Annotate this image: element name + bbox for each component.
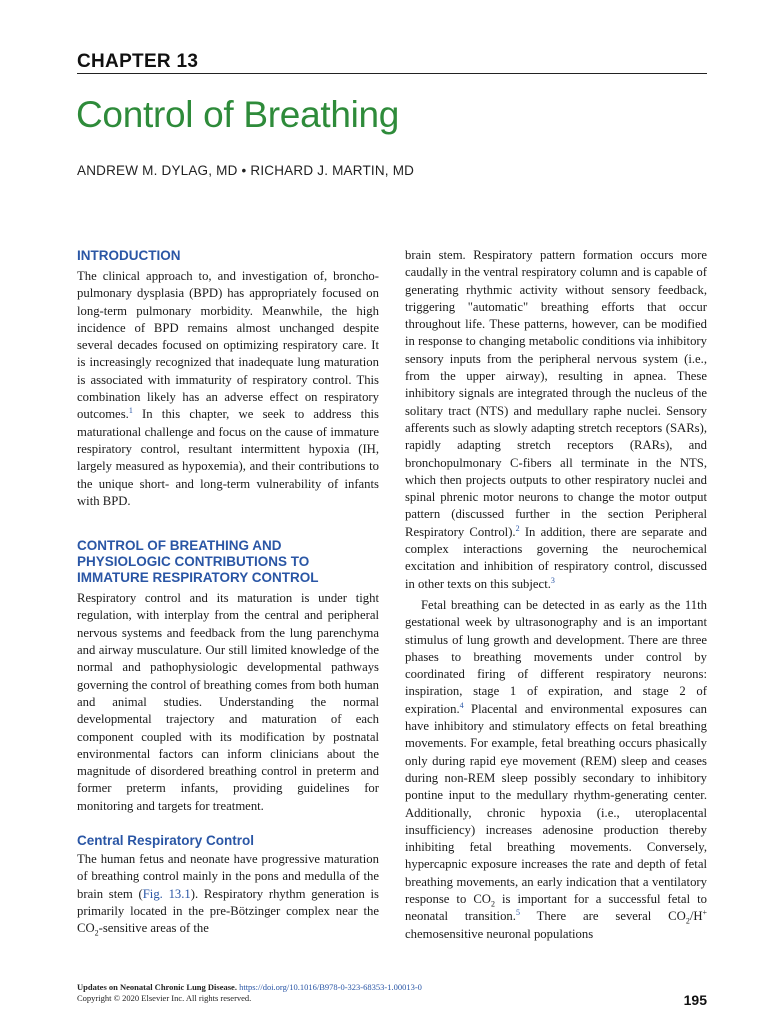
- fetal-text-d: There are several CO: [519, 909, 686, 924]
- fetal-text-f: chemosensitive neuronal populations: [405, 926, 594, 941]
- right-column: [405, 247, 707, 943]
- subscript-2: 2: [94, 928, 99, 938]
- intro-text-a: The clinical approach to, and investigation of, broncho-pulmonary dysplasia (BPD) has appropriately focused on long-term pulmonary morbidity. Meanwhile, the high incidence of BPD remains almost unchanged despite several decades focused on optimizing respiratory care. It is increasingly recognized that inadequate lung maturation is associated with immaturity of respiratory control. This combination likely has an adverse effect on respiratory outcomes.: [77, 269, 379, 422]
- doi-link[interactable]: https://doi.org/10.1016/B978-0-323-68353-1.00013-0: [236, 982, 422, 992]
- footer-citation: [77, 982, 422, 993]
- section-heading-line1: CONTROL OF BREATHING AND: [77, 538, 282, 554]
- right-paragraph-1: [405, 247, 707, 593]
- figure-link[interactable]: Fig. 13.1: [142, 886, 191, 901]
- subscript-2: 2: [490, 899, 495, 909]
- reference-2[interactable]: 2: [515, 523, 520, 533]
- subscript-2: 2: [685, 916, 690, 926]
- central-text-c: -sensitive areas of the: [98, 921, 209, 936]
- book-title: Updates on Neonatal Chronic Lung Disease.: [77, 982, 237, 992]
- right-paragraph-2: [405, 597, 707, 943]
- section-heading-line2: PHYSIOLOGIC CONTRIBUTIONS TO: [77, 554, 310, 570]
- chapter-title: Control of Breathing: [76, 94, 400, 135]
- intro-heading: INTRODUCTION: [77, 248, 181, 263]
- section-paragraph: Respiratory control and its maturation is under tight regulation, with interplay from the central and peripheral nervous systems and feedback from the lung parenchyma and airway musculature. Our still limited knowledge of the normal and pathophysiologic developmental pathways governing the control of breathing comes from both human and animal studies. Understanding the normal developmental trajectory and maturation of each component coupled with its modification by postnatal environmental factors can inform clinicians about the magnitude of disordered breathing control in preterm and former preterm infants, providing guidelines for monitoring and targets for treatment.: [77, 591, 379, 813]
- header-rule: [77, 73, 707, 74]
- intro-paragraph: [77, 268, 379, 510]
- page-number: 195: [683, 992, 707, 1008]
- section-heading: [77, 538, 379, 586]
- central-text-a: The human fetus and neonate have progressive maturation of breathing control mainly in the pons and medulla of the brain stem (: [77, 852, 379, 901]
- section-heading-line3: IMMATURE RESPIRATORY CONTROL: [77, 570, 319, 586]
- fetal-text-b: Placental and environmental exposures can have inhibitory and stimulatory effects on fetal breathing movements. For example, fetal breathing occurs phasically only during rapid eye movement (REM) sleep and ceases during non-REM sleep possibly secondary to inhibitory pontine input to the medullary rhythm-generating center. Additionally, chronic hypoxia (i.e., uteroplacental insufficiency) increases adenosine production thereby inhibiting fetal breathing movements. Conversely, hypercapnic exposure increases the rate and depth of fetal breathing movements, an early indication that a ventilatory response to CO: [405, 701, 707, 906]
- intro-text-b: In this chapter, we seek to address this maturational challenge and focus on the cause of immature respiratory control, resultant intermittent hypoxia (IH, largely measured as hypoxemia), and their contributions to the unique short- and long-term vulnerability of infants with BPD.: [77, 407, 379, 508]
- reference-3[interactable]: 3: [550, 575, 555, 585]
- reference-1[interactable]: 1: [128, 406, 133, 416]
- authors-line: ANDREW M. DYLAG, MD • RICHARD J. MARTIN, MD: [77, 163, 415, 178]
- copyright-line: Copyright © 2020 Elsevier Inc. All rights reserved.: [77, 993, 252, 1003]
- page-footer: [77, 982, 422, 1004]
- fetal-text-a: Fetal breathing can be detected in as early as the 11th gestational week by ultrasonography and is an important stimulus of lung growth and development. There are three phases to breathing movements under control by coordinated firing of different respiratory neurons: inspiration, stage 1 of expiration, and stage 2 of expiration.: [405, 597, 707, 716]
- central-text-b: ). Respiratory rhythm generation is primarily located in the pre-Bötzinger complex near the CO: [77, 886, 379, 936]
- left-column: [77, 247, 379, 938]
- central-control-paragraph: [77, 851, 379, 937]
- fetal-text-e: /H: [689, 909, 703, 924]
- right-text-a: brain stem. Respiratory pattern formation occurs more caudally in the ventral respiratory column and is capable of generating rhythmic activity without sensory feedback, triggering "automatic" breathing efforts that occur throughout life. These patterns, however, can be modified in response to changing metabolic conditions via inhibitory sensory inputs from the peripheral nervous system (i.e., from the upper airway), resulting in apnea. These inhibitory signals are integrated through the nucleus of the solitary tract (NTS) and medullary raphe nuclei. Sensory afferents such as slowly adapting stretch receptors (SARs), rapidly adapting stretch receptors (RARs), and bronchopulmonary C-fibers all terminate in the NTS, which then projects outputs to other respiratory nuclei and spinal phrenic motor neurons to change the motor output pattern (discussed further in the section Peripheral Respiratory Control).: [405, 248, 707, 539]
- subheading-central-control: Central Respiratory Control: [77, 833, 255, 849]
- fetal-text-c: is important for a successful fetal to neonatal transition.: [405, 891, 707, 924]
- chapter-label: CHAPTER 13: [77, 51, 199, 72]
- superscript-plus: +: [702, 908, 708, 918]
- reference-5[interactable]: 5: [515, 908, 520, 918]
- reference-4[interactable]: 4: [459, 700, 464, 710]
- right-text-b: In addition, there are separate and complex interactions governing the neurochemical excitation and inhibition of respiratory control, discussed in other texts on this subject.: [405, 524, 707, 591]
